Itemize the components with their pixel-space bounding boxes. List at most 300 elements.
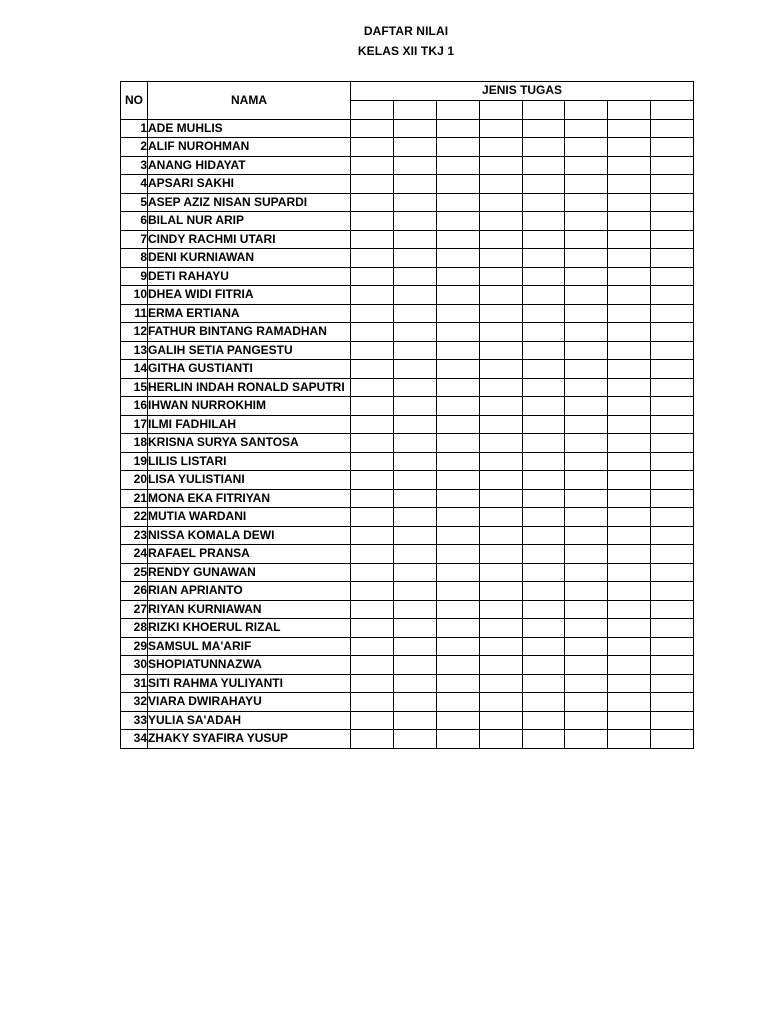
grade-cell[interactable] <box>393 415 436 434</box>
grade-cell[interactable] <box>351 637 394 656</box>
grade-cell[interactable] <box>651 360 694 379</box>
task-column-header-cell[interactable] <box>479 100 522 119</box>
grade-cell[interactable] <box>608 582 651 601</box>
grade-cell[interactable] <box>351 175 394 194</box>
grade-cell[interactable] <box>479 582 522 601</box>
grade-cell[interactable] <box>436 489 479 508</box>
grade-cell[interactable] <box>651 489 694 508</box>
grade-cell[interactable] <box>522 249 565 268</box>
grade-cell[interactable] <box>393 360 436 379</box>
grade-cell[interactable] <box>651 249 694 268</box>
table-row <box>121 471 694 490</box>
grade-cell[interactable] <box>393 489 436 508</box>
grade-cell[interactable] <box>393 323 436 342</box>
grade-cell[interactable] <box>436 563 479 582</box>
grade-cell[interactable] <box>651 600 694 619</box>
grade-cell[interactable] <box>393 619 436 638</box>
grade-cell[interactable] <box>436 286 479 305</box>
grade-cell[interactable] <box>351 489 394 508</box>
grade-cell[interactable] <box>351 711 394 730</box>
grade-cell[interactable] <box>351 397 394 416</box>
grade-cell[interactable] <box>565 415 608 434</box>
grade-cell[interactable] <box>565 674 608 693</box>
student-name: RIZKI KHOERUL RIZAL <box>148 619 351 638</box>
grade-cell[interactable] <box>351 230 394 249</box>
grade-cell[interactable] <box>608 267 651 286</box>
row-number: 11 <box>121 304 148 323</box>
grade-cell[interactable] <box>436 267 479 286</box>
student-name: SAMSUL MA'ARIF <box>148 637 351 656</box>
grade-cell[interactable] <box>565 452 608 471</box>
grade-cell[interactable] <box>351 526 394 545</box>
grade-cell[interactable] <box>393 397 436 416</box>
grade-cell[interactable] <box>393 156 436 175</box>
grade-cell[interactable] <box>608 323 651 342</box>
grade-cell[interactable] <box>651 563 694 582</box>
grade-cell[interactable] <box>608 508 651 527</box>
grade-cell[interactable] <box>608 674 651 693</box>
grade-cell[interactable] <box>565 230 608 249</box>
grade-cell[interactable] <box>436 508 479 527</box>
grade-cell[interactable] <box>651 434 694 453</box>
grade-cell[interactable] <box>565 600 608 619</box>
grade-cell[interactable] <box>479 397 522 416</box>
grade-cell[interactable] <box>651 193 694 212</box>
grade-cell[interactable] <box>393 138 436 157</box>
grade-cell[interactable] <box>651 156 694 175</box>
grade-cell[interactable] <box>522 434 565 453</box>
grade-cell[interactable] <box>565 341 608 360</box>
grade-cell[interactable] <box>608 230 651 249</box>
grade-cell[interactable] <box>651 656 694 675</box>
grade-cell[interactable] <box>436 304 479 323</box>
grade-cell[interactable] <box>651 526 694 545</box>
grade-cell[interactable] <box>479 656 522 675</box>
grade-cell[interactable] <box>479 563 522 582</box>
grade-cell[interactable] <box>565 637 608 656</box>
grade-cell[interactable] <box>565 267 608 286</box>
grade-cell[interactable] <box>479 360 522 379</box>
table-row <box>121 119 694 138</box>
grade-cell[interactable] <box>565 582 608 601</box>
grade-cell[interactable] <box>393 563 436 582</box>
grade-cell[interactable] <box>522 175 565 194</box>
grade-cell[interactable] <box>393 693 436 712</box>
grade-cell[interactable] <box>522 323 565 342</box>
grade-cell[interactable] <box>522 119 565 138</box>
grade-cell[interactable] <box>522 156 565 175</box>
grade-cell[interactable] <box>608 693 651 712</box>
grade-cell[interactable] <box>479 545 522 564</box>
grade-cell[interactable] <box>436 452 479 471</box>
grade-cell[interactable] <box>651 267 694 286</box>
grade-cell[interactable] <box>351 360 394 379</box>
grade-cell[interactable] <box>522 545 565 564</box>
grade-cell[interactable] <box>479 286 522 305</box>
task-column-header-cell[interactable] <box>351 100 394 119</box>
grade-cell[interactable] <box>436 230 479 249</box>
grade-cell[interactable] <box>436 600 479 619</box>
grade-cell[interactable] <box>608 637 651 656</box>
grade-cell[interactable] <box>351 656 394 675</box>
grade-cell[interactable] <box>436 156 479 175</box>
grade-cell[interactable] <box>608 212 651 231</box>
grade-cell[interactable] <box>351 619 394 638</box>
grade-cell[interactable] <box>393 674 436 693</box>
grade-cell[interactable] <box>608 711 651 730</box>
grade-cell[interactable] <box>522 471 565 490</box>
grade-cell[interactable] <box>522 304 565 323</box>
grade-cell[interactable] <box>479 711 522 730</box>
grade-cell[interactable] <box>608 526 651 545</box>
grade-cell[interactable] <box>608 360 651 379</box>
grade-cell[interactable] <box>479 489 522 508</box>
grade-cell[interactable] <box>608 304 651 323</box>
grade-cell[interactable] <box>479 600 522 619</box>
grade-cell[interactable] <box>565 730 608 749</box>
task-column-header-cell[interactable] <box>608 100 651 119</box>
grade-cell[interactable] <box>479 230 522 249</box>
grade-cell[interactable] <box>522 693 565 712</box>
grade-cell[interactable] <box>351 582 394 601</box>
grade-cell[interactable] <box>565 471 608 490</box>
grade-cell[interactable] <box>479 138 522 157</box>
grade-cell[interactable] <box>436 341 479 360</box>
grade-cell[interactable] <box>565 119 608 138</box>
grade-cell[interactable] <box>436 323 479 342</box>
grade-cell[interactable] <box>393 378 436 397</box>
grade-cell[interactable] <box>351 452 394 471</box>
grade-cell[interactable] <box>651 212 694 231</box>
grade-cell[interactable] <box>651 582 694 601</box>
grade-cell[interactable] <box>393 452 436 471</box>
grade-cell[interactable] <box>479 341 522 360</box>
grade-cell[interactable] <box>608 489 651 508</box>
student-name: BILAL NUR ARIP <box>148 212 351 231</box>
grade-cell[interactable] <box>522 656 565 675</box>
grade-cell[interactable] <box>351 471 394 490</box>
grade-cell[interactable] <box>522 711 565 730</box>
grade-cell[interactable] <box>393 304 436 323</box>
grade-cell[interactable] <box>351 138 394 157</box>
grade-cell[interactable] <box>565 249 608 268</box>
grade-cell[interactable] <box>565 193 608 212</box>
grade-cell[interactable] <box>393 600 436 619</box>
grade-cell[interactable] <box>479 415 522 434</box>
grade-cell[interactable] <box>522 563 565 582</box>
grade-cell[interactable] <box>436 637 479 656</box>
grade-cell[interactable] <box>522 360 565 379</box>
grade-cell[interactable] <box>393 526 436 545</box>
grade-cell[interactable] <box>479 674 522 693</box>
grade-cell[interactable] <box>608 434 651 453</box>
grade-cell[interactable] <box>651 471 694 490</box>
grade-cell[interactable] <box>436 693 479 712</box>
grade-cell[interactable] <box>393 637 436 656</box>
grade-cell[interactable] <box>351 341 394 360</box>
grade-cell[interactable] <box>479 619 522 638</box>
grade-cell[interactable] <box>522 674 565 693</box>
grade-cell[interactable] <box>565 693 608 712</box>
grade-cell[interactable] <box>651 119 694 138</box>
grade-cell[interactable] <box>565 545 608 564</box>
grade-cell[interactable] <box>608 730 651 749</box>
grade-cell[interactable] <box>393 434 436 453</box>
grade-cell[interactable] <box>351 434 394 453</box>
grade-cell[interactable] <box>608 249 651 268</box>
grade-cell[interactable] <box>393 471 436 490</box>
grade-cell[interactable] <box>393 508 436 527</box>
grade-cell[interactable] <box>522 489 565 508</box>
grade-cell[interactable] <box>351 212 394 231</box>
grade-cell[interactable] <box>479 267 522 286</box>
grade-cell[interactable] <box>351 286 394 305</box>
grade-cell[interactable] <box>351 415 394 434</box>
grade-cell[interactable] <box>522 508 565 527</box>
grade-cell[interactable] <box>479 693 522 712</box>
grade-cell[interactable] <box>479 526 522 545</box>
grade-cell[interactable] <box>522 397 565 416</box>
grade-cell[interactable] <box>608 545 651 564</box>
grade-cell[interactable] <box>565 175 608 194</box>
grade-cell[interactable] <box>651 674 694 693</box>
grade-cell[interactable] <box>351 156 394 175</box>
document-subtitle: KELAS XII TKJ 1 <box>357 44 455 58</box>
grade-cell[interactable] <box>351 600 394 619</box>
grade-cell[interactable] <box>436 656 479 675</box>
header-name: NAMA <box>148 82 351 120</box>
grade-cell[interactable] <box>479 156 522 175</box>
grade-cell[interactable] <box>479 452 522 471</box>
grade-cell[interactable] <box>436 674 479 693</box>
grade-cell[interactable] <box>565 212 608 231</box>
grade-cell[interactable] <box>565 563 608 582</box>
grade-cell[interactable] <box>393 545 436 564</box>
grade-cell[interactable] <box>479 471 522 490</box>
student-name: RENDY GUNAWAN <box>148 563 351 582</box>
grade-cell[interactable] <box>479 175 522 194</box>
task-column-header-cell[interactable] <box>436 100 479 119</box>
grade-cell[interactable] <box>436 378 479 397</box>
grade-cell[interactable] <box>651 637 694 656</box>
document-title: DAFTAR NILAI <box>363 24 449 38</box>
grade-cell[interactable] <box>522 582 565 601</box>
grade-cell[interactable] <box>565 397 608 416</box>
grade-cell[interactable] <box>351 378 394 397</box>
grade-cell[interactable] <box>436 397 479 416</box>
grade-cell[interactable] <box>436 193 479 212</box>
grade-cell[interactable] <box>436 119 479 138</box>
grade-cell[interactable] <box>436 471 479 490</box>
grade-cell[interactable] <box>351 693 394 712</box>
grade-cell[interactable] <box>608 471 651 490</box>
grade-cell[interactable] <box>479 434 522 453</box>
grade-cell[interactable] <box>565 489 608 508</box>
grade-cell[interactable] <box>651 452 694 471</box>
grade-cell[interactable] <box>436 249 479 268</box>
grade-cell[interactable] <box>608 452 651 471</box>
grade-cell[interactable] <box>522 212 565 231</box>
grade-cell[interactable] <box>479 637 522 656</box>
grade-cell[interactable] <box>479 119 522 138</box>
grade-cell[interactable] <box>436 526 479 545</box>
grade-cell[interactable] <box>522 193 565 212</box>
grade-cell[interactable] <box>436 360 479 379</box>
grade-cell[interactable] <box>351 563 394 582</box>
grade-cell[interactable] <box>393 193 436 212</box>
grade-cell[interactable] <box>565 360 608 379</box>
grade-cell[interactable] <box>522 526 565 545</box>
grade-cell[interactable] <box>651 286 694 305</box>
grade-cell[interactable] <box>608 600 651 619</box>
grade-cell[interactable] <box>651 397 694 416</box>
grade-cell[interactable] <box>651 545 694 564</box>
grade-cell[interactable] <box>351 508 394 527</box>
grade-cell[interactable] <box>522 600 565 619</box>
grade-cell[interactable] <box>351 267 394 286</box>
grade-cell[interactable] <box>393 286 436 305</box>
grade-cell[interactable] <box>393 230 436 249</box>
grade-cell[interactable] <box>608 119 651 138</box>
grade-cell[interactable] <box>522 286 565 305</box>
grade-cell[interactable] <box>565 434 608 453</box>
grade-cell[interactable] <box>393 582 436 601</box>
grade-cell[interactable] <box>393 119 436 138</box>
grade-cell[interactable] <box>651 323 694 342</box>
grade-cell[interactable] <box>651 619 694 638</box>
grade-cell[interactable] <box>436 434 479 453</box>
grade-cell[interactable] <box>436 212 479 231</box>
grade-cell[interactable] <box>393 730 436 749</box>
grade-cell[interactable] <box>608 175 651 194</box>
grade-cell[interactable] <box>565 323 608 342</box>
grade-cell[interactable] <box>522 452 565 471</box>
grade-cell[interactable] <box>522 730 565 749</box>
grade-cell[interactable] <box>565 619 608 638</box>
student-name: IHWAN NURROKHIM <box>148 397 351 416</box>
grade-cell[interactable] <box>436 582 479 601</box>
grade-cell[interactable] <box>479 378 522 397</box>
grade-cell[interactable] <box>608 193 651 212</box>
grade-cell[interactable] <box>351 674 394 693</box>
grade-cell[interactable] <box>565 711 608 730</box>
task-column-header-cell[interactable] <box>522 100 565 119</box>
grade-cell[interactable] <box>651 378 694 397</box>
grade-cell[interactable] <box>651 415 694 434</box>
grade-cell[interactable] <box>651 230 694 249</box>
grade-cell[interactable] <box>436 175 479 194</box>
grade-cell[interactable] <box>651 711 694 730</box>
grade-cell[interactable] <box>393 711 436 730</box>
grade-cell[interactable] <box>479 193 522 212</box>
row-number: 28 <box>121 619 148 638</box>
grade-cell[interactable] <box>522 341 565 360</box>
grade-cell[interactable] <box>351 304 394 323</box>
grade-cell[interactable] <box>351 119 394 138</box>
task-column-header-cell[interactable] <box>393 100 436 119</box>
grade-cell[interactable] <box>393 212 436 231</box>
grade-cell[interactable] <box>608 619 651 638</box>
grade-cell[interactable] <box>436 545 479 564</box>
row-number: 26 <box>121 582 148 601</box>
task-column-header-cell[interactable] <box>565 100 608 119</box>
grade-cell[interactable] <box>565 286 608 305</box>
grade-cell[interactable] <box>522 619 565 638</box>
grade-cell[interactable] <box>608 656 651 675</box>
grade-cell[interactable] <box>651 138 694 157</box>
grade-cell[interactable] <box>651 304 694 323</box>
task-column-header-cell[interactable] <box>651 100 694 119</box>
grade-cell[interactable] <box>522 230 565 249</box>
grade-cell[interactable] <box>393 267 436 286</box>
grade-cell[interactable] <box>436 730 479 749</box>
grade-cell[interactable] <box>608 415 651 434</box>
grade-cell[interactable] <box>565 378 608 397</box>
grade-cell[interactable] <box>522 378 565 397</box>
grade-cell[interactable] <box>565 656 608 675</box>
grade-cell[interactable] <box>436 711 479 730</box>
grade-cell[interactable] <box>393 175 436 194</box>
grade-cell[interactable] <box>393 341 436 360</box>
grade-cell[interactable] <box>565 156 608 175</box>
grade-cell[interactable] <box>651 175 694 194</box>
grade-cell[interactable] <box>479 249 522 268</box>
grade-cell[interactable] <box>651 730 694 749</box>
grade-cell[interactable] <box>522 267 565 286</box>
row-number: 24 <box>121 545 148 564</box>
grade-cell[interactable] <box>651 341 694 360</box>
student-name: DETI RAHAYU <box>148 267 351 286</box>
grade-cell[interactable] <box>351 249 394 268</box>
grade-cell[interactable] <box>608 341 651 360</box>
grade-cell[interactable] <box>608 397 651 416</box>
grade-cell[interactable] <box>479 323 522 342</box>
grade-cell[interactable] <box>479 508 522 527</box>
table-row <box>121 341 694 360</box>
table-row <box>121 249 694 268</box>
grade-cell[interactable] <box>351 545 394 564</box>
student-name: GALIH SETIA PANGESTU <box>148 341 351 360</box>
grade-cell[interactable] <box>565 508 608 527</box>
grade-cell[interactable] <box>522 415 565 434</box>
grade-cell[interactable] <box>479 212 522 231</box>
table-row <box>121 415 694 434</box>
grade-cell[interactable] <box>565 138 608 157</box>
student-name: MONA EKA FITRIYAN <box>148 489 351 508</box>
grade-cell[interactable] <box>436 619 479 638</box>
grade-cell[interactable] <box>479 304 522 323</box>
grade-cell[interactable] <box>393 656 436 675</box>
grade-cell[interactable] <box>608 156 651 175</box>
grade-cell[interactable] <box>522 138 565 157</box>
grade-cell[interactable] <box>565 526 608 545</box>
grade-cell[interactable] <box>351 730 394 749</box>
grade-cell[interactable] <box>522 637 565 656</box>
grade-cell[interactable] <box>351 193 394 212</box>
grade-cell[interactable] <box>436 415 479 434</box>
grade-cell[interactable] <box>351 323 394 342</box>
grade-cell[interactable] <box>651 508 694 527</box>
grade-cell[interactable] <box>436 138 479 157</box>
grade-cell[interactable] <box>565 304 608 323</box>
grade-cell[interactable] <box>479 730 522 749</box>
grade-cell[interactable] <box>393 249 436 268</box>
grade-cell[interactable] <box>608 378 651 397</box>
grade-cell[interactable] <box>608 138 651 157</box>
grade-cell[interactable] <box>651 693 694 712</box>
grade-cell[interactable] <box>608 286 651 305</box>
grade-cell[interactable] <box>608 563 651 582</box>
